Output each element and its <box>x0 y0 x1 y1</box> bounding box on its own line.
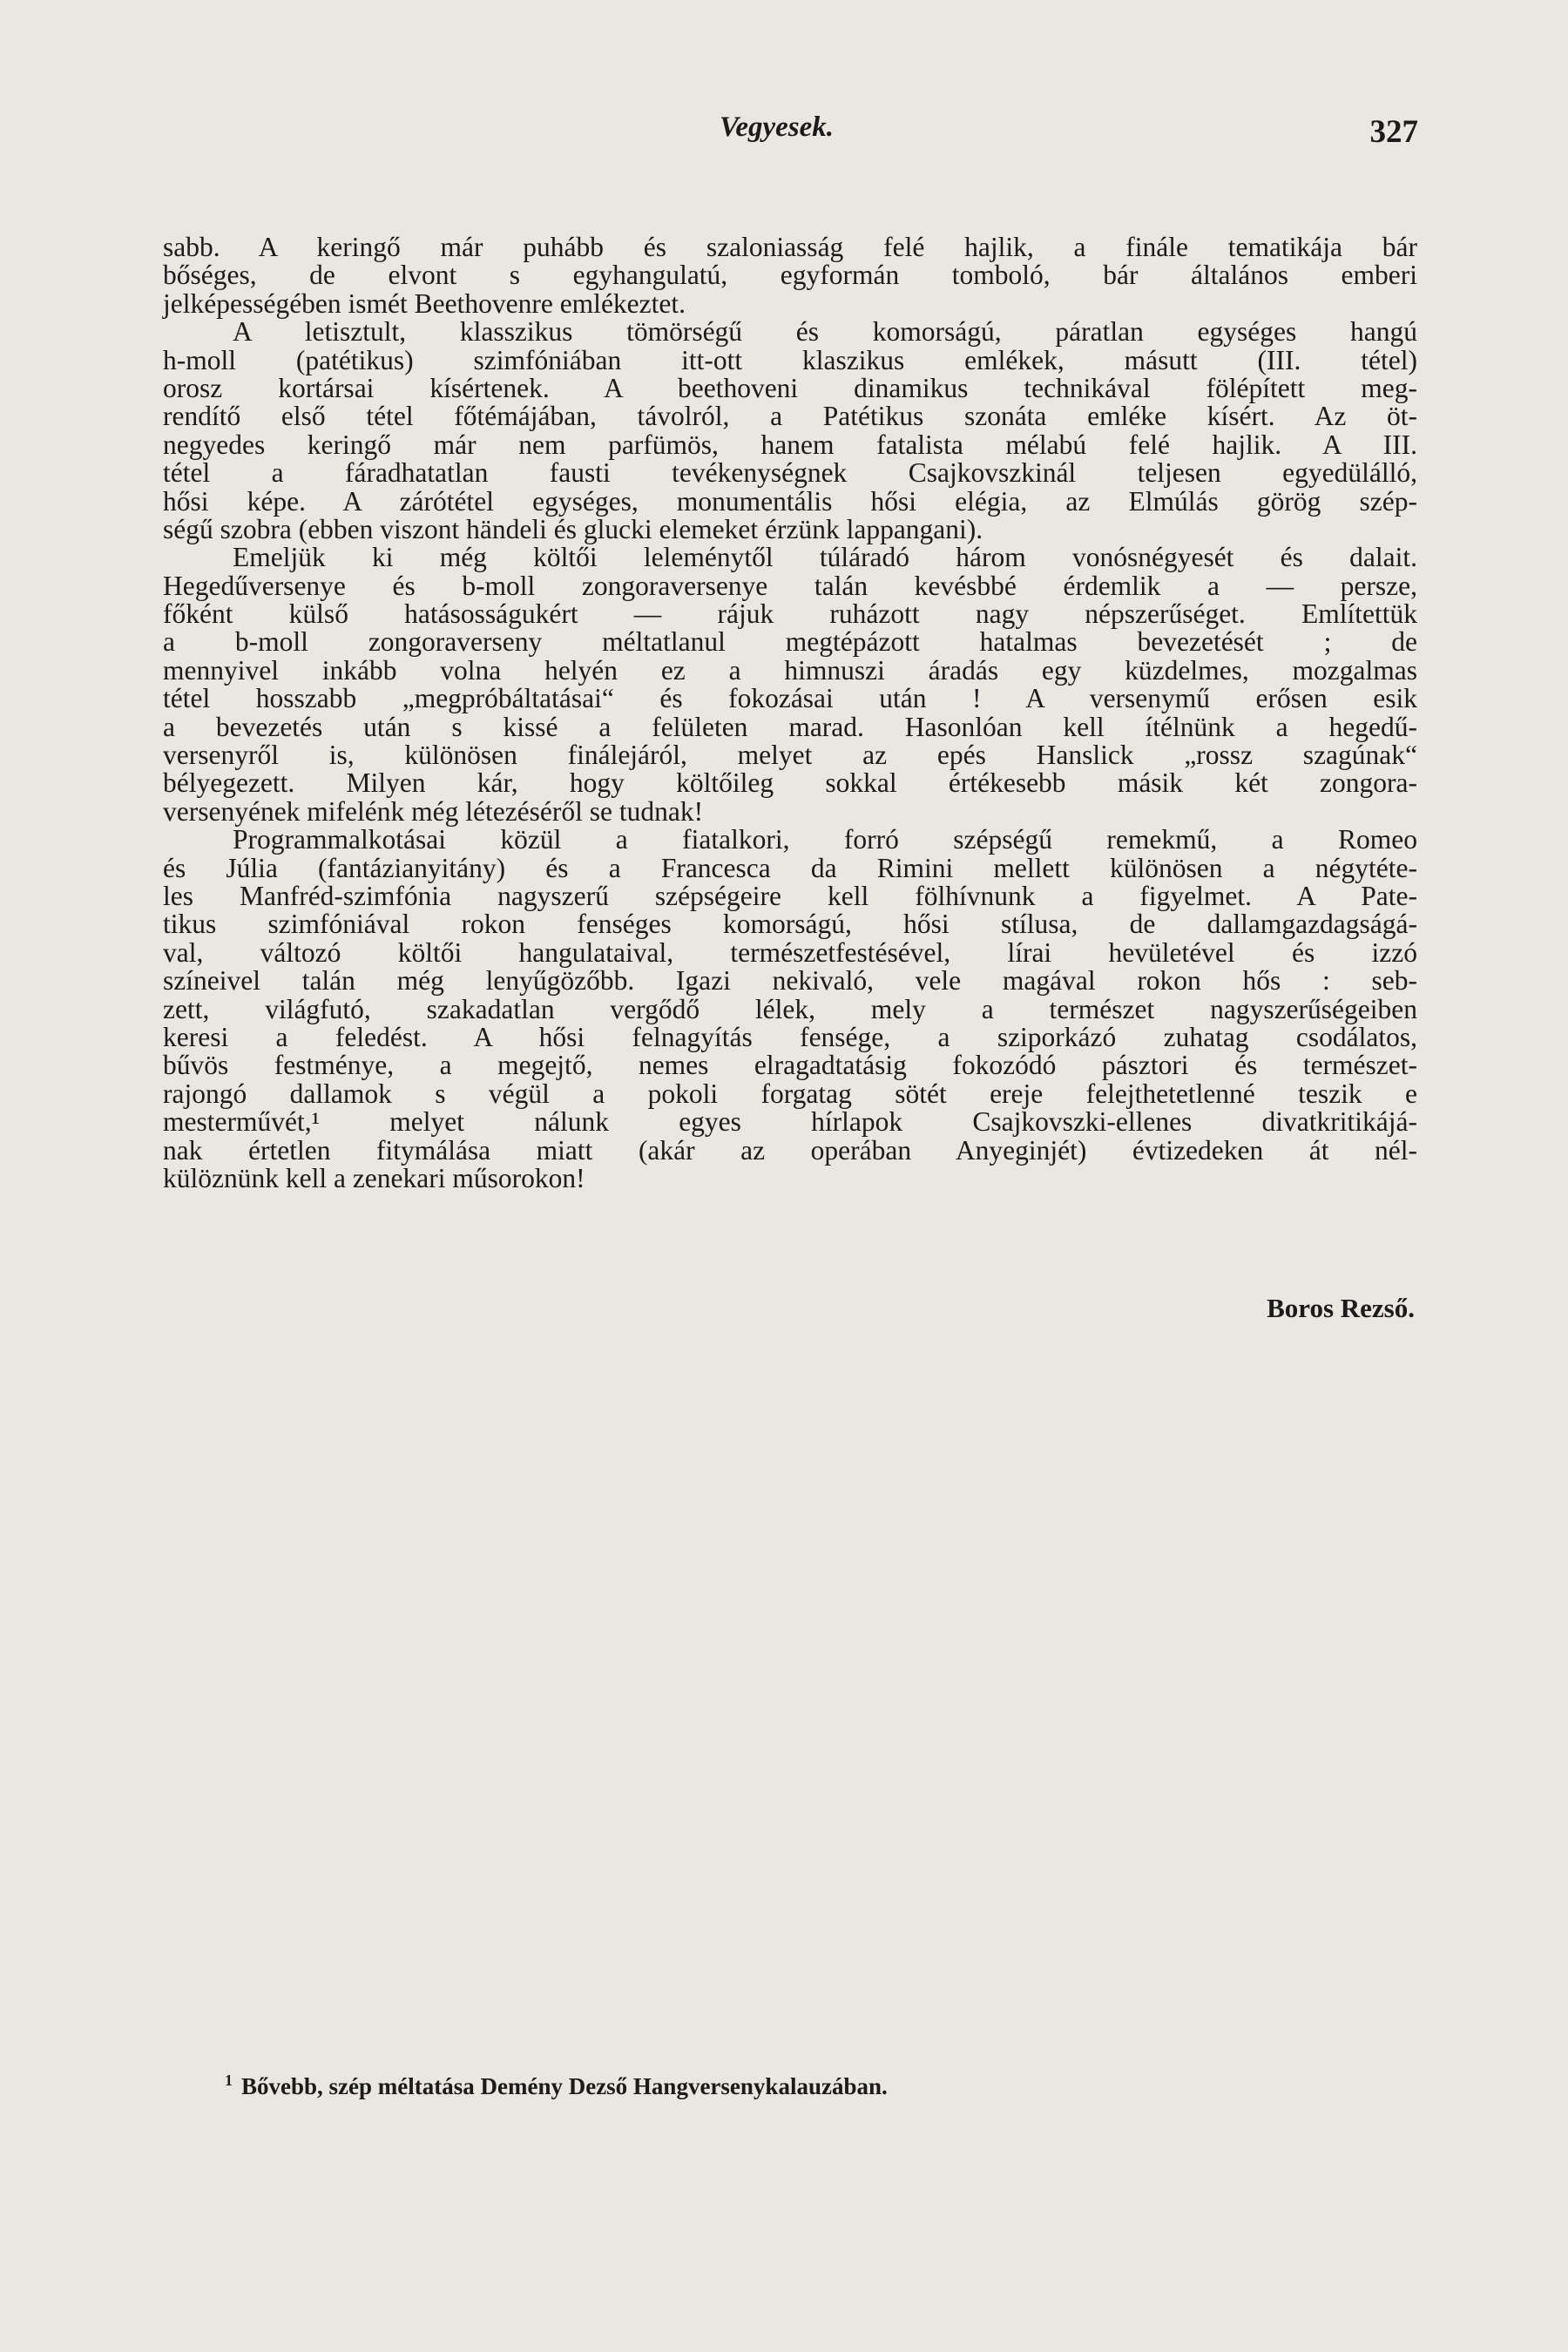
text-line: hősi képe. A zárótétel egységes, monumentális hősi elégia, az Elmúlás görög szép- <box>163 485 1417 517</box>
author-signature: Boros Rezső. <box>1267 1293 1415 1323</box>
text-line: mennyivel inkább volna helyén ez a himnuszi áradás egy küzdelmes, mozgalmas <box>163 654 1417 686</box>
text-line: főként külső hatásosságukért — rájuk ruházott nagy népszerűséget. Említettük <box>163 598 1417 630</box>
page-number: 327 <box>1369 114 1418 150</box>
text-line: sabb. A keringő már puhább és szaloniasság felé hajlik, a finále tematikája bár <box>163 232 1417 262</box>
text-line: külöznünk kell a zenekari műsorokon! <box>163 1162 585 1193</box>
text-line: versenyről is, különösen finálejáról, melyet az epés Hanslick „rossz szagúnak“ <box>163 740 1417 771</box>
text-line: zett, világfutó, szakadatlan vergődő lélek, mely a természet nagyszerűségeiben <box>163 993 1417 1024</box>
text-line: Hegedűversenye és b-moll zongoraversenye talán kevésbbé érdemlik a — persze, <box>163 570 1417 601</box>
text-line: keresi a feledést. A hősi felnagyítás fensége, a sziporkázó zuhatag csodálatos, <box>163 1021 1417 1052</box>
text-line: tétel hosszabb „megpróbáltatásai“ és fokozásai után ! A versenymű erősen esik <box>163 683 1417 714</box>
text-line: mesterművét,¹ melyet nálunk egyes hírlapok Csajkovszki-ellenes divatkritikájá- <box>163 1106 1417 1138</box>
footnote-text: Bővebb, szép méltatása Demény Dezső Hangversenykalauzában. <box>241 2073 888 2099</box>
text-line: és Júlia (fantázianyitány) és a Francesca da Rimini mellett különösen a négytéte- <box>163 852 1417 883</box>
running-head <box>0 112 1568 155</box>
text-line: A letisztult, klasszikus tömörségű és komorságú, páratlan egységes hangú <box>233 316 1417 348</box>
text-line: negyedes keringő már nem parfümös, hanem fatalista mélabú felé hajlik. A III. <box>163 429 1417 460</box>
text-line: tikus szimfóniával rokon fenséges komorságú, hősi stílusa, de dallamgazdagságá- <box>163 909 1417 940</box>
text-line: nak értetlen fitymálása miatt (akár az operában Anyeginjét) évtizedeken át nél- <box>163 1134 1417 1166</box>
text-line: a b-moll zongoraverseny méltatlanul megtépázott hatalmas bevezetését ; de <box>163 626 1417 658</box>
text-line: ségű szobra (ebben viszont händeli és glucki elemeket érzünk lappangani). <box>163 513 983 544</box>
text-line: a bevezetés után s kissé a felületen marad. Hasonlóan kell ítélnünk a hegedű- <box>163 711 1417 742</box>
text-line: tétel a fáradhatatlan fausti tevékenységnek Csajkovszkinál teljesen egyedülálló, <box>163 457 1417 489</box>
text-line: bőséges, de elvont s egyhangulatú, egyformán tomboló, bár általános emberi <box>163 260 1417 291</box>
text-line: Programmalkotásai közül a fiatalkori, forró szépségű remekmű, a Romeo <box>233 824 1417 855</box>
text-line: rajongó dallamok s végül a pokoli forgatag sötét erejе felejthetetlenné teszik e <box>163 1078 1417 1109</box>
body-text <box>163 233 1417 1193</box>
running-title: Vegyesek. <box>720 112 835 143</box>
text-line: Emeljük ki még költői leleménytől túláradó három vonósnégyesét és dalait. <box>233 542 1417 573</box>
text-line: színeivel talán még lenyűgözőbb. Igazi nekivaló, vele magával rokon hős : seb- <box>163 965 1417 997</box>
text-line: val, változó költői hangulataival, természetfestésével, lírai hevületével és izzó <box>163 936 1417 968</box>
footnote-number: 1 <box>225 2072 233 2089</box>
text-line: jelképességében ismét Beethovenre emlékeztet. <box>163 287 686 319</box>
text-line: bélyegezett. Milyen kár, hogy költőileg sokkal értékesebb másik két zongora- <box>163 767 1417 799</box>
text-line: versenyének mifelénk még létezéséről se tudnak! <box>163 795 704 827</box>
text-line: les Manfréd-szimfónia nagyszerű szépségeire kell fölhívnunk a figyelmet. A Pate- <box>163 880 1417 911</box>
text-line: orosz kortársai kísértenek. A beethoveni dinamikus technikával fölépített meg- <box>163 372 1417 403</box>
text-line: bűvös festménye, a megejtő, nemes elragadtatásig fokozódó pásztori és természet- <box>163 1050 1417 1081</box>
text-line: h-moll (patétikus) szimfóniában itt-ott klaszikus emlékek, másutt (III. tétel) <box>163 344 1417 375</box>
text-line: rendítő első tétel főtémájában, távolról, a Patétikus szonáta emléke kísért. Az öt- <box>163 401 1417 432</box>
footnote <box>225 2072 888 2100</box>
